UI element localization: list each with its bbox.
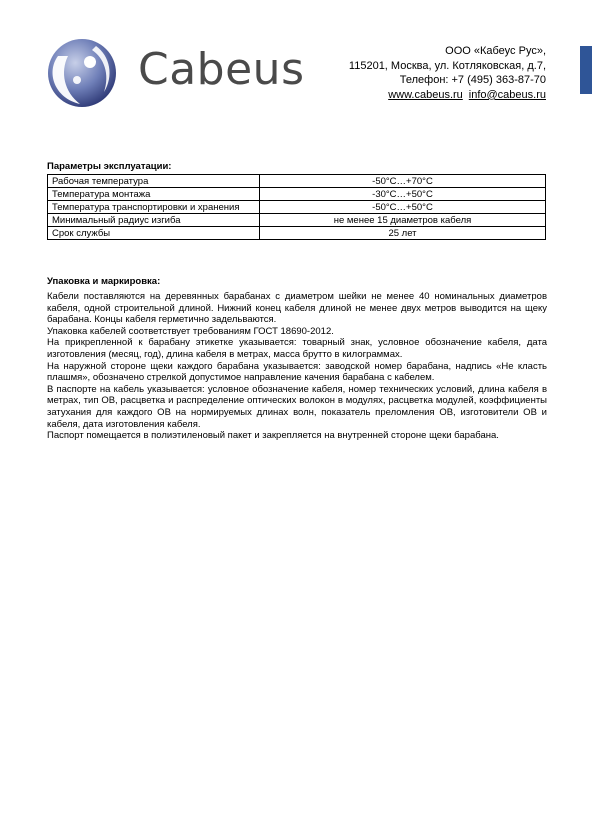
brand-name: Cabeus (138, 44, 305, 95)
company-name: ООО «Кабеус Рус», (445, 45, 546, 57)
param-value: не менее 15 диаметров кабеля (260, 214, 546, 227)
operating-section-title: Параметры эксплуатации: (47, 161, 172, 172)
paragraph: Кабели поставляются на деревянных барабанах с диаметром шейки не менее 40 номинальных диаметров кабеля, одной строительной длиной. Нижний конец кабеля длиной не менее двух метров выводится на щеку барабана. Концы кабеля герметично задельваются. (47, 291, 547, 326)
email-link[interactable]: info@cabeus.ru (468, 88, 546, 101)
website-link[interactable]: www.cabeus.ru (388, 88, 463, 101)
cabeus-logo (44, 36, 305, 110)
param-label: Минимальный радиус изгиба (48, 214, 260, 227)
operating-parameters-table (47, 174, 546, 240)
param-label: Рабочая температура (48, 175, 260, 188)
param-value: -50°C…+50°C (260, 201, 546, 214)
paragraph: На прикрепленной к барабану этикетке указывается: товарный знак, условное обозначение кабеля, дата изготовления (месяц, год), длина кабеля в метрах, масса брутто в килограммах. (47, 337, 547, 360)
param-value: -50°C…+70°C (260, 175, 546, 188)
side-tab (580, 46, 592, 94)
paragraph: В паспорте на кабель указывается: условное обозначение кабеля, номер технических условий, длина кабеля в метрах, тип ОВ, расцветка и распределение оптических волокон в модулях, расцветка модулей, коэффициенты затухания для каждого ОВ на нормируемых длинах волн, показатель преломления ОВ, изготовители ОВ и кабеля, дата изготовления кабеля. (47, 383, 547, 430)
packaging-text (47, 291, 547, 442)
cabeus-logo-icon (44, 36, 122, 110)
table-row (48, 214, 546, 227)
param-label: Температура монтажа (48, 188, 260, 201)
company-phone: Телефон: +7 (495) 363-87-70 (399, 74, 546, 87)
company-contacts (349, 44, 546, 102)
paragraph: Упаковка кабелей соответствует требованиям ГОСТ 18690-2012. (47, 325, 334, 337)
table-row (48, 227, 546, 240)
table-row (48, 201, 546, 214)
param-value: 25 лет (260, 227, 546, 240)
param-label: Срок службы (48, 227, 260, 240)
param-value: -30°C…+50°C (260, 188, 546, 201)
packaging-section-title: Упаковка и маркировка: (47, 276, 161, 287)
company-address: 115201, Москва, ул. Котляковская, д.7, (348, 59, 546, 72)
table-row (48, 188, 546, 201)
param-label: Температура транспортировки и хранения (48, 201, 260, 214)
paragraph: Паспорт помещается в полиэтиленовый пакет и закрепляется на внутренней стороне щеки барабана. (47, 430, 499, 442)
table-row (48, 175, 546, 188)
paragraph: На наружной стороне щеки каждого барабана указывается: заводской номер барабана, надпись «Не класть плашмя», обозначено стрелкой допустимое направление качения барабана с кабелем. (47, 360, 547, 384)
